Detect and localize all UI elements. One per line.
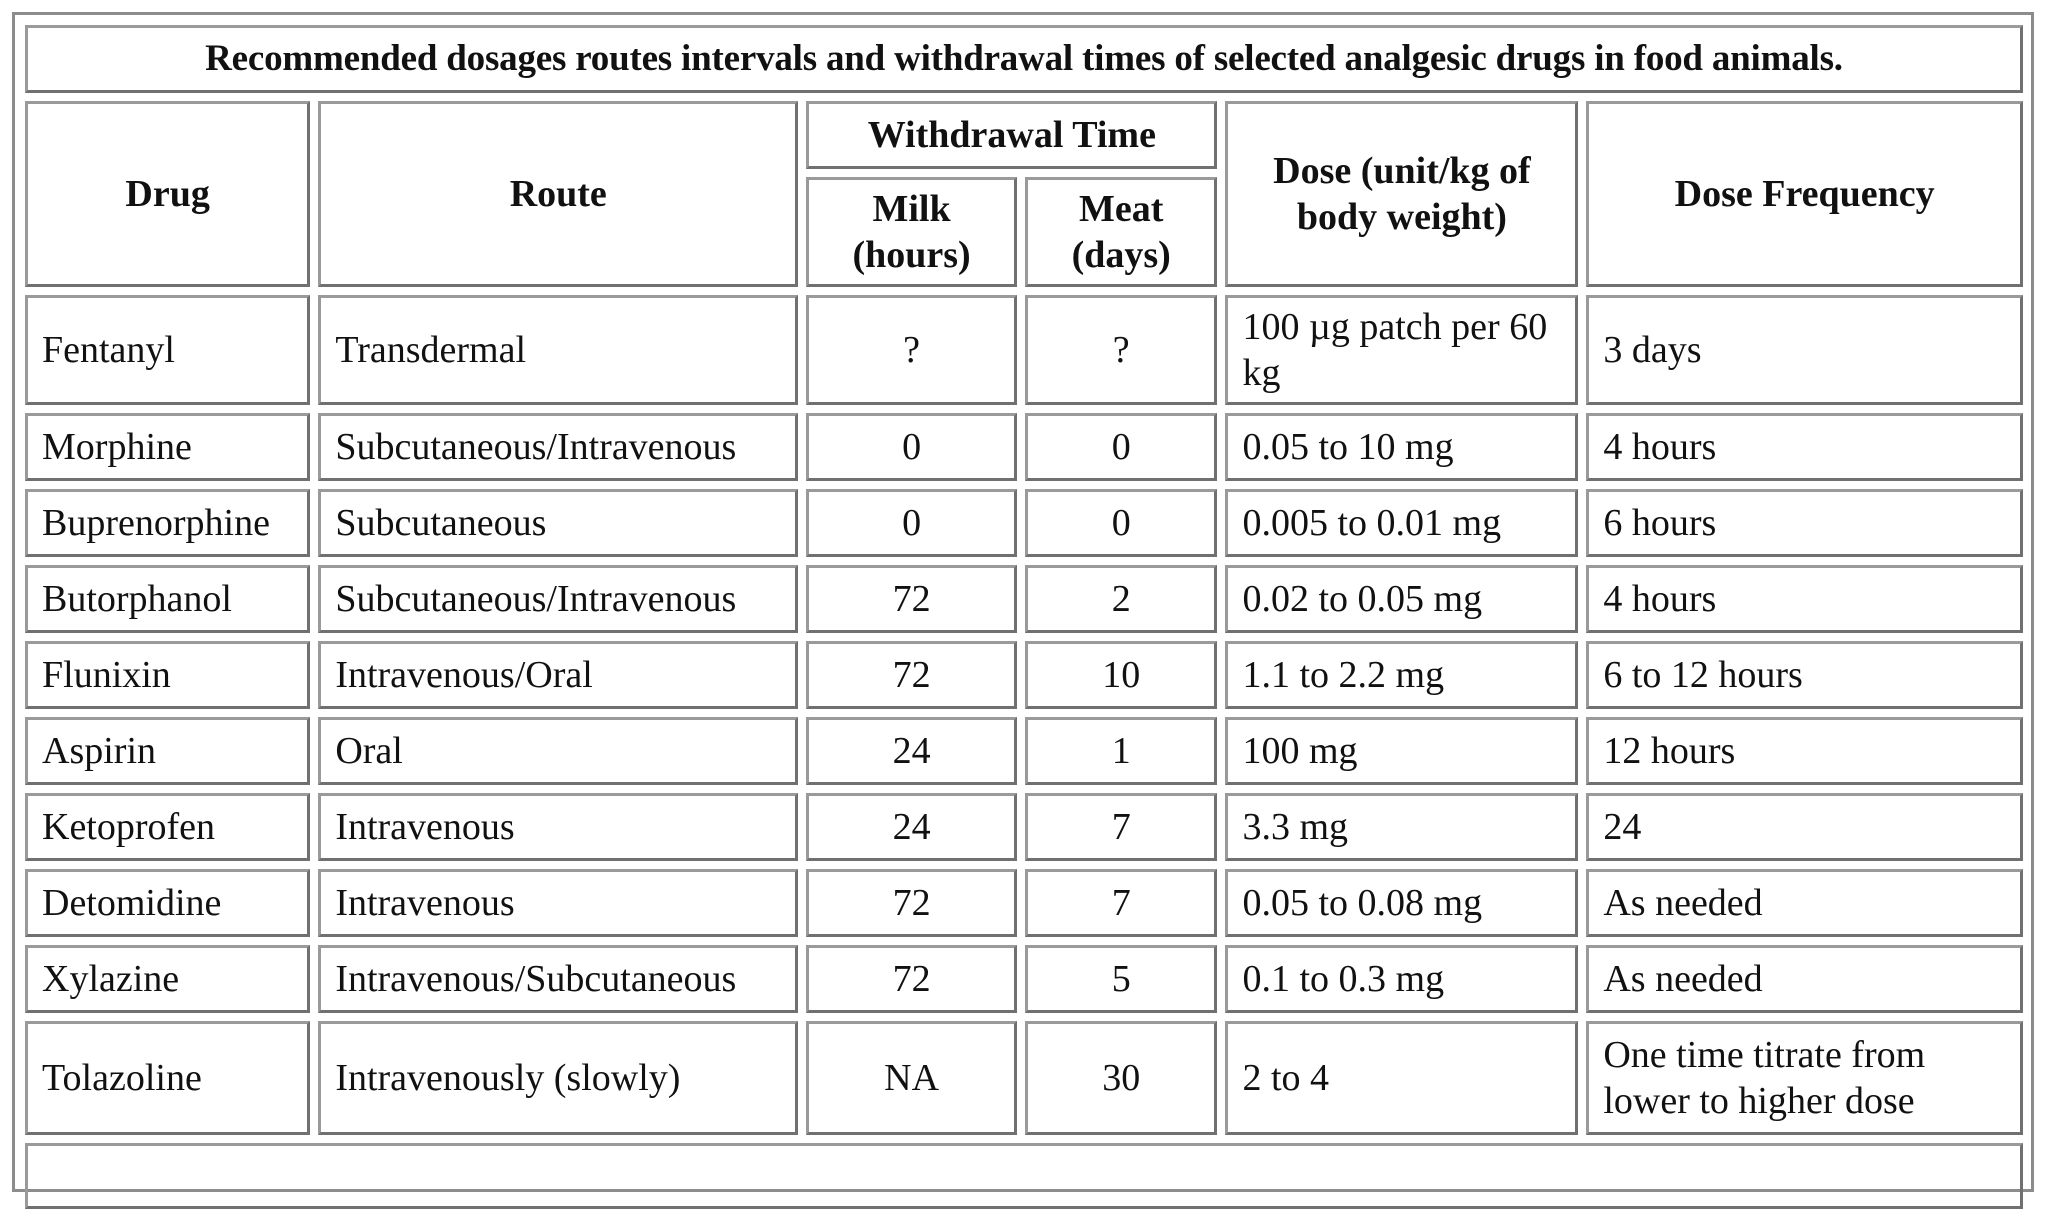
cell-frequency: 4 hours bbox=[1586, 565, 2023, 633]
cell-milk: NA bbox=[806, 1021, 1017, 1135]
cell-route: Transdermal bbox=[318, 295, 798, 405]
cell-route: Intravenously (slowly) bbox=[318, 1021, 798, 1135]
cell-milk: 0 bbox=[806, 413, 1017, 481]
cell-meat: 2 bbox=[1025, 565, 1218, 633]
cell-frequency: 6 hours bbox=[1586, 489, 2023, 557]
cell-route: Subcutaneous/Intravenous bbox=[318, 565, 798, 633]
cell-milk: 72 bbox=[806, 945, 1017, 1013]
table-row bbox=[25, 489, 2023, 557]
cell-drug: Fentanyl bbox=[25, 295, 310, 405]
cell-dose: 1.1 to 2.2 mg bbox=[1225, 641, 1578, 709]
cell-meat: 0 bbox=[1025, 489, 1218, 557]
cell-route: Intravenous bbox=[318, 869, 798, 937]
cell-dose: 3.3 mg bbox=[1225, 793, 1578, 861]
cell-frequency: As needed bbox=[1586, 869, 2023, 937]
table-title: Recommended dosages routes intervals and withdrawal times of selected analgesic drugs in food animals. bbox=[25, 25, 2023, 93]
header-route: Route bbox=[318, 101, 798, 287]
dosage-table bbox=[17, 17, 2031, 1217]
cell-route: Intravenous/Subcutaneous bbox=[318, 945, 798, 1013]
header-drug: Drug bbox=[25, 101, 310, 287]
cell-drug: Butorphanol bbox=[25, 565, 310, 633]
table-row bbox=[25, 717, 2023, 785]
cell-meat: 7 bbox=[1025, 869, 1218, 937]
cell-drug: Flunixin bbox=[25, 641, 310, 709]
cell-milk: 0 bbox=[806, 489, 1017, 557]
cell-dose: 0.1 to 0.3 mg bbox=[1225, 945, 1578, 1013]
header-withdrawal-time: Withdrawal Time bbox=[806, 101, 1217, 169]
cell-drug: Xylazine bbox=[25, 945, 310, 1013]
cell-frequency: One time titrate from lower to higher dose bbox=[1586, 1021, 2023, 1135]
cell-frequency: As needed bbox=[1586, 945, 2023, 1013]
cell-milk: 24 bbox=[806, 717, 1017, 785]
cell-frequency: 3 days bbox=[1586, 295, 2023, 405]
cell-route: Intravenous/Oral bbox=[318, 641, 798, 709]
cell-milk: 72 bbox=[806, 565, 1017, 633]
cell-meat: 5 bbox=[1025, 945, 1218, 1013]
table-footer-row bbox=[25, 1143, 2023, 1209]
table-row bbox=[25, 869, 2023, 937]
cell-frequency: 24 bbox=[1586, 793, 2023, 861]
table-body bbox=[25, 295, 2023, 1209]
table-row bbox=[25, 413, 2023, 481]
header-dose-frequency: Dose Frequency bbox=[1586, 101, 2023, 287]
cell-route: Subcutaneous/Intravenous bbox=[318, 413, 798, 481]
header-milk: Milk (hours) bbox=[806, 177, 1017, 287]
cell-dose: 100 mg bbox=[1225, 717, 1578, 785]
cell-dose: 2 to 4 bbox=[1225, 1021, 1578, 1135]
table-row bbox=[25, 945, 2023, 1013]
cell-milk: 72 bbox=[806, 869, 1017, 937]
cell-dose: 100 µg patch per 60 kg bbox=[1225, 295, 1578, 405]
table-row bbox=[25, 793, 2023, 861]
cell-milk: 24 bbox=[806, 793, 1017, 861]
cell-dose: 0.05 to 0.08 mg bbox=[1225, 869, 1578, 937]
cell-meat: 0 bbox=[1025, 413, 1218, 481]
cell-drug: Tolazoline bbox=[25, 1021, 310, 1135]
cell-milk: ? bbox=[806, 295, 1017, 405]
cell-frequency: 12 hours bbox=[1586, 717, 2023, 785]
cell-frequency: 6 to 12 hours bbox=[1586, 641, 2023, 709]
cell-milk: 72 bbox=[806, 641, 1017, 709]
cell-dose: 0.02 to 0.05 mg bbox=[1225, 565, 1578, 633]
cell-frequency: 4 hours bbox=[1586, 413, 2023, 481]
table-row bbox=[25, 641, 2023, 709]
cell-drug: Detomidine bbox=[25, 869, 310, 937]
table-row bbox=[25, 1021, 2023, 1135]
table-row bbox=[25, 565, 2023, 633]
cell-dose: 0.005 to 0.01 mg bbox=[1225, 489, 1578, 557]
cell-route: Subcutaneous bbox=[318, 489, 798, 557]
cell-meat: ? bbox=[1025, 295, 1218, 405]
table-row bbox=[25, 295, 2023, 405]
cell-dose: 0.05 to 10 mg bbox=[1225, 413, 1578, 481]
cell-route: Intravenous bbox=[318, 793, 798, 861]
cell-drug: Morphine bbox=[25, 413, 310, 481]
table-footer-cell bbox=[25, 1143, 2023, 1209]
cell-drug: Ketoprofen bbox=[25, 793, 310, 861]
cell-meat: 30 bbox=[1025, 1021, 1218, 1135]
header-meat: Meat (days) bbox=[1025, 177, 1218, 287]
cell-meat: 1 bbox=[1025, 717, 1218, 785]
cell-drug: Buprenorphine bbox=[25, 489, 310, 557]
cell-meat: 7 bbox=[1025, 793, 1218, 861]
cell-route: Oral bbox=[318, 717, 798, 785]
cell-meat: 10 bbox=[1025, 641, 1218, 709]
header-dose: Dose (unit/kg of body weight) bbox=[1225, 101, 1578, 287]
cell-drug: Aspirin bbox=[25, 717, 310, 785]
